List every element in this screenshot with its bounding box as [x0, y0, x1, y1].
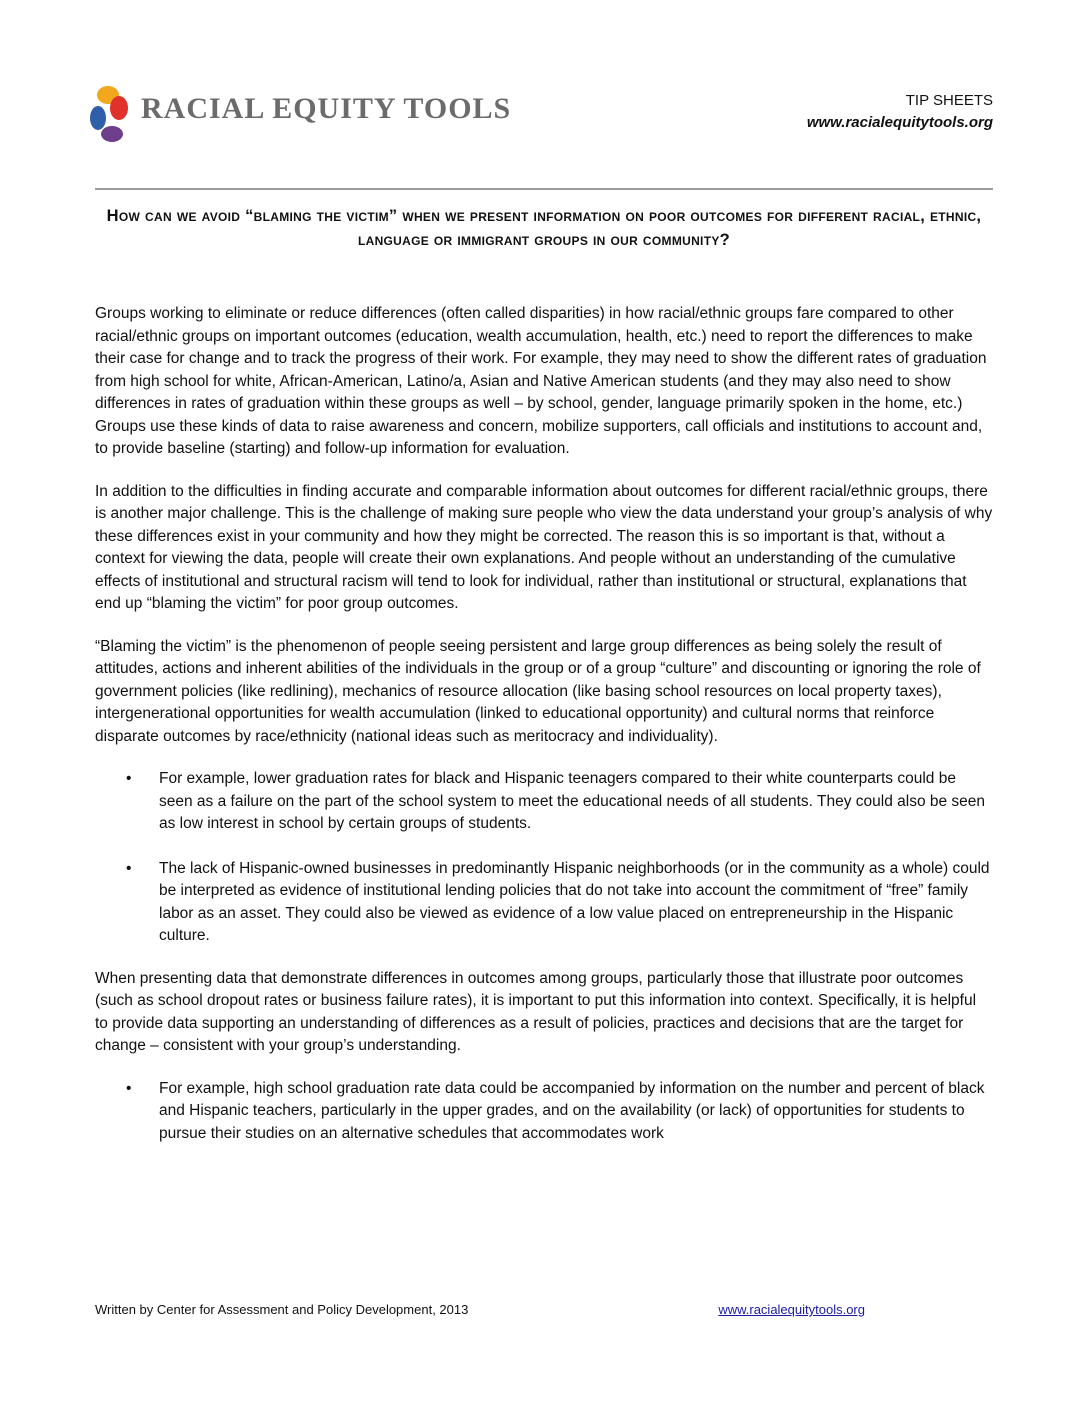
context-example-list — [95, 1078, 993, 1146]
list-item-text: For example, high school graduation rate data could be accompanied by information on the number and percent of black and Hispanic teachers, particularly in the upper grades, and on the availability (or lack) of opportunities for students to pursue their studies on an alternative schedules that accommodates work — [159, 1079, 985, 1142]
page-footer — [95, 1302, 865, 1317]
footer-credit: Written by Center for Assessment and Policy Development, 2013 — [95, 1302, 469, 1317]
header-divider — [95, 188, 993, 190]
footer-link[interactable]: www.racialequitytools.org — [718, 1302, 865, 1317]
list-item — [126, 858, 993, 948]
logo-blue-shape — [90, 106, 106, 130]
header-meta — [807, 90, 993, 134]
page-title: How can we avoid “blaming the victim” when we present information on poor outcomes for different racial, ethnic, language or immigrant groups in our community? — [106, 207, 982, 249]
section-label: TIP SHEETS — [905, 92, 993, 109]
bullet-icon: • — [126, 1079, 132, 1097]
paragraph-intro: Groups working to eliminate or reduce differences (often called disparities) in how racial/ethnic groups fare compared to other racial/ethnic groups on important outcomes (education, wealth accumulation, health, etc.) need to report the differences to make their case for change and to track the progress of their work. For example, they may need to show the different rates of graduation from high school for white, African-American, Latino/a, Asian and Native American students (and they may also need to show differences in rates of graduation within these groups as well – by school, gender, language primarily spoken in the home, etc.) Groups use these kinds of data to raise awareness and concern, mobilize supporters, call officials and institutions to account and, to provide baseline (starting) and follow-up information for evaluation. — [95, 305, 987, 457]
logo-wordmark: RACIAL EQUITY TOOLS — [141, 92, 512, 125]
brand-logo — [86, 82, 512, 146]
list-item — [126, 1078, 993, 1146]
bullet-icon: • — [126, 770, 132, 787]
logo-purple-shape — [101, 126, 123, 142]
paragraph-context: When presenting data that demonstrate differences in outcomes among groups, particularly those that illustrate poor outcomes (such as school dropout rates or business failure rates), it is important to put this information into context. Specifically, it is helpful to provide data supporting an understanding of differences as a result of policies, practices and decisions that are the target for change – consistent with your group’s understanding. — [95, 969, 977, 1054]
document-body — [95, 303, 993, 1165]
logo-mark-icon — [86, 82, 136, 146]
list-item — [126, 768, 993, 836]
paragraph-blaming-definition: “Blaming the victim” is the phenomenon of people seeing persistent and large group differences as being solely the result of attitudes, actions and inherent abilities of the individuals in the group or of a group “culture” and discounting or ignoring the role of government policies (like redlining), mechanics of resource allocation (like basing school resources on local property taxes), intergenerational opportunities for wealth accumulation (linked to educational opportunity) and cultural norms that reinforce disparate outcomes by race/ethnicity (national ideas such as meritocracy and individuality). — [95, 637, 981, 745]
list-item-text: For example, lower graduation rates for black and Hispanic teenagers compared to their white counterparts could be seen as a failure on the part of the school system to meet the educational needs of all students. They could also be seen as low interest in school by certain groups of students. — [159, 770, 986, 832]
bullet-icon: • — [126, 859, 132, 877]
site-url: www.racialequitytools.org — [806, 114, 993, 131]
list-item-text: The lack of Hispanic-owned businesses in predominantly Hispanic neighborhoods (or in the community as a whole) could be interpreted as evidence of institutional lending policies that do not take into account the commitment of “free” family labor as an asset. They could also be viewed as evidence of a low value placed on entrepreneurship in the Hispanic culture. — [159, 859, 990, 944]
example-list — [95, 768, 993, 948]
paragraph-challenge: In addition to the difficulties in finding accurate and comparable information about outcomes for different racial/ethnic groups, there is another major challenge. This is the challenge of making sure people who view the data understand your group’s analysis of why these differences exist in your community and how they might be corrected. The reason this is so important is that, without a context for viewing the data, people will create their own explanations. And people without an understanding of the cumulative effects of institutional and structural racism will tend to look for individual, rather than institutional or structural, explanations that end up “blaming the victim” for poor group outcomes. — [95, 482, 993, 612]
logo-red-shape — [110, 96, 128, 120]
